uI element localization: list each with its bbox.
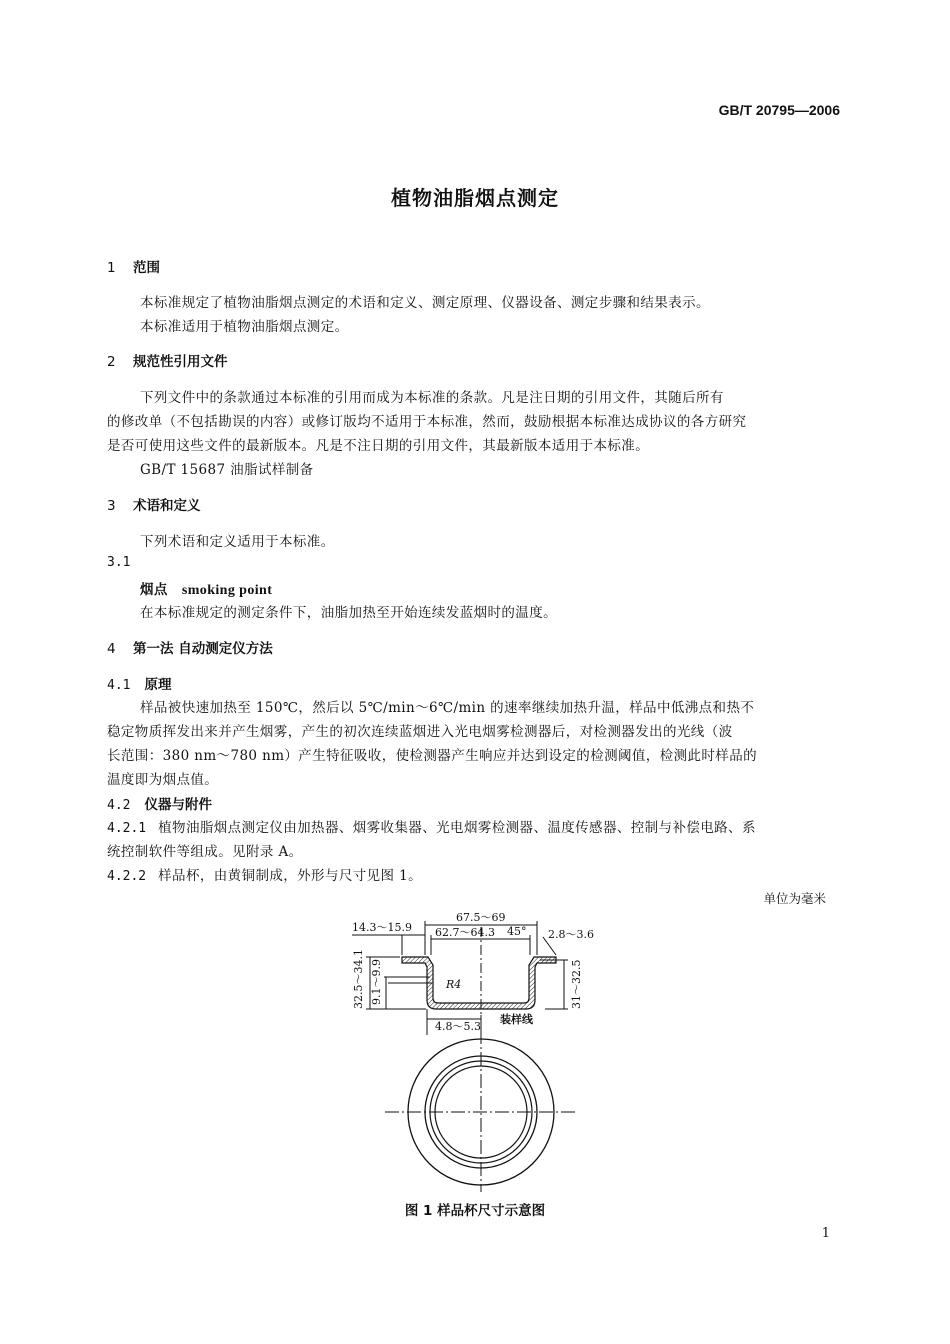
term-entry	[140, 578, 272, 599]
paragraph-line: 稳定物质挥发出来并产生烟雾，产生的初次连续蓝烟进入光电烟雾检测器后，对检测器发出的光线（波	[107, 724, 733, 740]
paragraph-line: 样品被快速加热至 150℃，然后以 5℃/min～6℃/min 的速率继续加热升温，样品中低沸点和热不	[140, 700, 755, 716]
subsection-number: 4.2	[107, 798, 131, 813]
dim-fill-depth: 9.1～9.9	[370, 959, 383, 1005]
section-1-heading	[107, 256, 160, 276]
section-4-heading	[107, 637, 273, 657]
section-number: 4	[107, 641, 116, 657]
fill-line-label: 装样线	[500, 1013, 533, 1026]
clause-text: 样品杯，由黄铜制成，外形与尺寸见图 1。	[158, 868, 423, 884]
paragraph: 下列术语和定义适用于本标准。	[140, 534, 335, 550]
figure-caption: 图 1 样品杯尺寸示意图	[404, 1203, 546, 1219]
paragraph-line: 统控制软件等组成。见附录 A。	[107, 844, 303, 860]
term-english: smoking point	[181, 583, 273, 598]
section-title: 第一法 自动测定仪方法	[133, 641, 273, 657]
term-definition: 在本标准规定的测定条件下，油脂加热至开始连续发蓝烟时的温度。	[140, 605, 557, 621]
paragraph-line: 是否可使用这些文件的最新版本。凡是不注日期的引用文件，其最新版本适用于本标准。	[107, 438, 650, 454]
clause-number: 4.2.1	[107, 821, 147, 836]
standard-code: GB/T 20795—2006	[718, 102, 840, 118]
normative-reference: GB/T 15687 油脂试样制备	[140, 462, 314, 478]
document-title: 植物油脂烟点测定	[391, 186, 559, 210]
paragraph: 本标准适用于植物油脂烟点测定。	[140, 319, 349, 335]
dim-flange-width: 14.3～15.9	[352, 921, 412, 934]
clause-4-2-2	[107, 864, 422, 884]
section-title: 术语和定义	[133, 498, 201, 514]
dim-outer-diameter: 67.5～69	[456, 911, 506, 924]
section-3-heading	[107, 494, 201, 514]
dim-inner-diameter: 62.7～64.3	[435, 926, 495, 939]
dim-cup-height: 31～32.5	[570, 959, 583, 1009]
unit-note: 单位为毫米	[763, 891, 826, 906]
paragraph-line: 的修改单（不包括勘误的内容）或修订版均不适用于本标准，然而，鼓励根据本标准达成协议的各方研究	[107, 414, 747, 430]
dim-radius: R4	[446, 978, 462, 991]
section-number: 2	[107, 354, 116, 370]
section-2-heading	[107, 350, 228, 370]
term-chinese: 烟点	[140, 582, 168, 598]
clause-4-2-1	[107, 816, 756, 836]
subsection-number: 4.1	[107, 678, 131, 693]
section-number: 1	[107, 260, 116, 276]
sample-cup-drawing	[340, 905, 610, 1195]
page-number: 1	[821, 1226, 830, 1241]
dim-total-height: 32.5～34.1	[352, 949, 365, 1009]
dim-bottom-thickness: 4.8～5.3	[435, 1020, 481, 1033]
clause-text: 植物油脂烟点测定仪由加热器、烟雾收集器、光电烟雾检测器、温度传感器、控制与补偿电路、系	[158, 820, 756, 836]
clause-number: 4.2.2	[107, 869, 147, 884]
section-title: 规范性引用文件	[133, 354, 228, 370]
subsection-4-2-heading	[107, 793, 212, 813]
subsection-title: 原理	[144, 677, 172, 693]
dim-angle: 45°	[507, 925, 527, 938]
paragraph-line: 温度即为烟点值。	[107, 772, 219, 788]
subsection-title: 仪器与附件	[144, 797, 212, 813]
paragraph-line: 长范围：380 nm～780 nm）产生特征吸收，使检测器产生响应并达到设定的检测阈值，检测此时样品的	[107, 748, 758, 764]
dim-flange-thickness: 2.8～3.6	[548, 928, 594, 941]
section-title: 范围	[133, 260, 160, 276]
paragraph: 本标准规定了植物油脂烟点测定的术语和定义、测定原理、仪器设备、测定步骤和结果表示。	[140, 295, 710, 311]
subsection-4-1-heading	[107, 673, 171, 693]
paragraph-line: 下列文件中的条款通过本标准的引用而成为本标准的条款。凡是注日期的引用文件，其随后所有	[140, 390, 724, 406]
section-number: 3	[107, 498, 116, 514]
subsection-number: 3.1	[107, 555, 131, 570]
